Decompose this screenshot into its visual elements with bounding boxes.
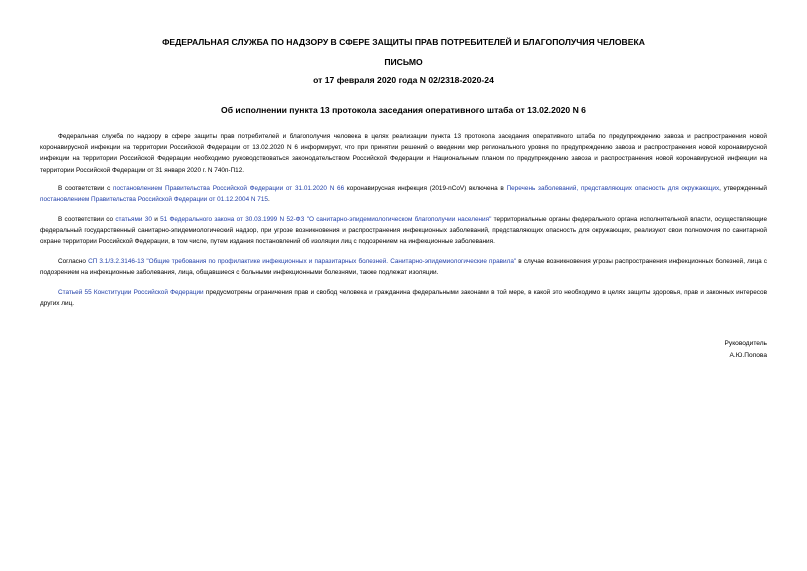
- agency-title: ФЕДЕРАЛЬНАЯ СЛУЖБА ПО НАДЗОРУ В СФЕРЕ ЗАЩИТЫ ПРАВ ПОТРЕБИТЕЛЕЙ И БЛАГОПОЛУЧИЯ ЧЕЛОВЕКА: [162, 37, 645, 47]
- paragraph-4: [40, 256, 767, 278]
- link-federal-law-52[interactable]: 51 Федерального закона от 30.03.1999 N 52-ФЗ "О санитарно-эпидемиологическом благополучии населения": [160, 216, 492, 223]
- paragraph-1-text: Федеральная служба по надзору в сфере защиты прав потребителей и благополучия человека в целях реализации пункта 13 протокола заседания оперативного штаба по предупреждению завоза и распространения новой коронавирусной инфекции на территории Российской Федерации от 13.02.2020 N 6 информирует, что при принятии решений о введении мер регионального уровня по предупреждению завоза и распространения новой коронавирусной инфекции на территории Российской Федерации необходимо руководствоваться законодательством Российской Федерации и Национальным планом по предупреждению завоза и распространения новой коронавирусной инфекции на территории Российской Федерации от 31 января 2020 г. N 740п-П12.: [40, 133, 767, 174]
- paragraph-3-text-2: и: [151, 216, 161, 223]
- document-type: ПИСЬМО: [384, 57, 423, 67]
- signature-title: Руководитель: [724, 340, 767, 347]
- link-sanitary-rules[interactable]: СП 3.1/3.2.3146-13 "Общие требования по профилактике инфекционных и паразитарных болезней. Санитарно-эпидемиологические правила": [88, 258, 517, 265]
- paragraph-3: [40, 214, 767, 248]
- paragraph-3-text-3: территориальные органы федерального органа исполнительной власти, осуществляющие федеральный государственный санитарно-эпидемиологический надзор, при угрозе возникновения и распространения инфекционных заболеваний, представляющих опасность для окружающих, реализуют свои полномочия по санитарной охране территории Российской Федерации, в том числе, путем издания постановлений об изоляции лиц с подозрением на инфекционные заболевания.: [40, 216, 768, 246]
- link-government-decree-715[interactable]: постановлением Правительства Российской Федерации от 01.12.2004 N 715: [40, 196, 268, 204]
- paragraph-5-text-1: предусмотрены ограничения прав и свобод человека и гражданина федеральными законами в той мере, в какой это необходимо в целях защиты здоровья, прав и законных интересов других лиц.: [40, 289, 767, 308]
- paragraph-2: [40, 183, 767, 205]
- paragraph-2-text-2: коронавирусная инфекция (2019-nCoV) включена в: [344, 185, 507, 192]
- document-subject: Об исполнении пункта 13 протокола заседания оперативного штаба от 13.02.2020 N 6: [221, 105, 586, 115]
- link-government-decree-66[interactable]: постановлением Правительства Российской Федерации от 31.01.2020 N 66: [113, 185, 345, 192]
- paragraph-2-text-3: , утвержденный: [719, 185, 767, 192]
- link-constitution-article-55[interactable]: Статьей 55 Конституции Российской Федерации: [58, 289, 204, 296]
- paragraph-3-text-1: В соответствии со: [58, 216, 116, 223]
- document-date-number: от 17 февраля 2020 года N 02/2318-2020-24: [313, 75, 494, 85]
- paragraph-2-text-1: В соответствии с: [58, 185, 114, 192]
- paragraph-5: [40, 287, 767, 309]
- link-dangerous-diseases-list[interactable]: Перечень заболеваний, представляющих опасность для окружающих: [506, 185, 720, 192]
- paragraph-4-text-1: Согласно: [58, 258, 89, 265]
- paragraph-2-text-4: .: [267, 196, 270, 204]
- signature-name: А.Ю.Попова: [729, 352, 767, 359]
- paragraph-4-text-2: в случае возникновения угрозы распространения инфекционных болезней, лица с подозрением на инфекционные заболевания, лица, общавшиеся с больными инфекционными болезнями, также подлежат изоляции.: [40, 258, 767, 277]
- link-article-30[interactable]: статьями 30: [115, 216, 152, 223]
- paragraph-1: [40, 131, 767, 176]
